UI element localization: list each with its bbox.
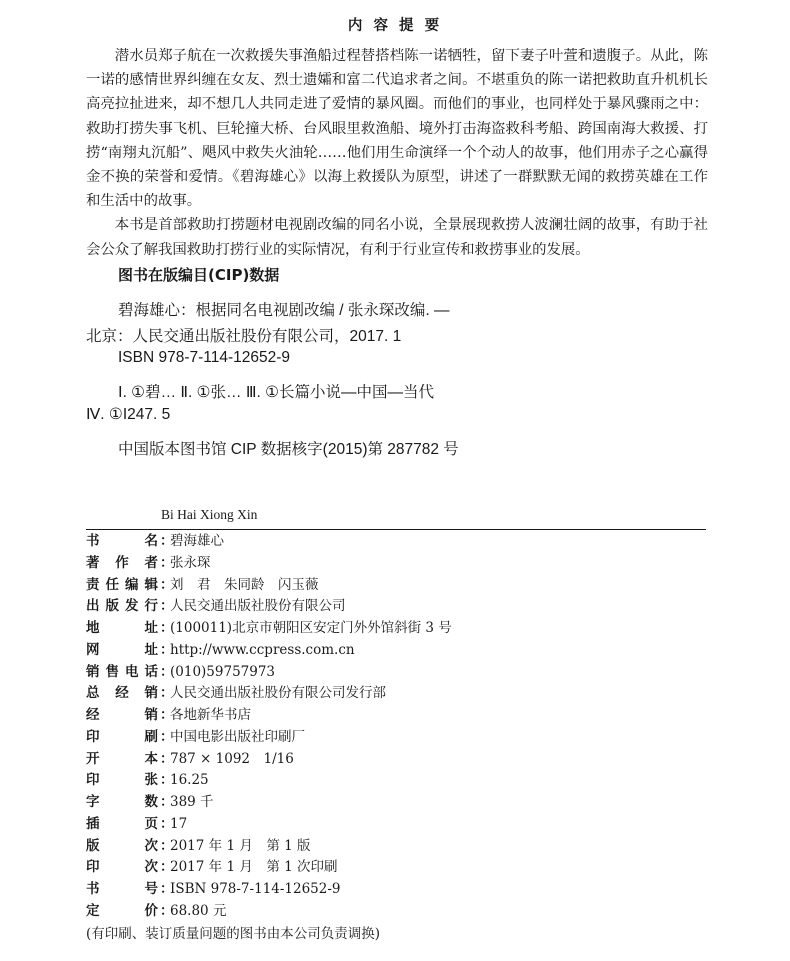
- colophon-value: 2017 年 1 月 第 1 次印刷: [170, 859, 338, 876]
- colophon-row: [86, 531, 452, 553]
- colophon-colon: ：: [160, 598, 174, 615]
- cip-line: ISBN 978-7-114-12652-9: [118, 349, 291, 366]
- colophon-value: 2017 年 1 月 第 1 版: [170, 837, 311, 854]
- colophon-row: [86, 836, 452, 858]
- colophon-value: ISBN 978-7-114-12652-9: [170, 881, 341, 897]
- colophon-colon: ：: [160, 859, 174, 876]
- colophon-colon: ：: [160, 620, 174, 636]
- colophon-value[interactable]: http://www.ccpress.com.cn: [170, 641, 355, 658]
- colophon-value: 人民交通出版社股份有限公司发行部: [170, 685, 386, 702]
- colophon-row: [86, 618, 452, 640]
- colophon-value: (010)59757973: [170, 663, 276, 680]
- colophon-value: 中国电影出版社印刷厂: [170, 728, 305, 745]
- colophon-colon: ：: [160, 837, 174, 854]
- cip-line: Ⅳ. ①I247. 5: [86, 406, 171, 423]
- colophon-divider: [86, 529, 706, 530]
- colophon-label: 书号: [86, 881, 158, 897]
- colophon-row: [86, 749, 452, 771]
- colophon-value: 68.80 元: [170, 902, 227, 919]
- colophon-colon: ：: [160, 794, 174, 810]
- colophon-colon: ：: [160, 641, 174, 658]
- colophon-label: 插页: [86, 815, 158, 832]
- summary-section: [86, 44, 708, 262]
- cip-heading: 图书在版编目(CIP)数据: [118, 266, 280, 284]
- colophon-label: 印次: [86, 859, 158, 876]
- colophon-value: 17: [170, 815, 188, 832]
- colophon-colon: ：: [160, 554, 174, 571]
- page-title: 内 容 提 要: [347, 18, 443, 34]
- colophon-label: 书名: [86, 533, 158, 549]
- colophon-colon: ：: [160, 576, 174, 593]
- colophon-row: [86, 857, 452, 879]
- colophon-colon: ：: [160, 707, 174, 723]
- cip-line: 中国版本图书馆 CIP 数据核字(2015)第 287782 号: [118, 441, 459, 458]
- colophon-row: [86, 662, 452, 684]
- colophon-label: 网址: [86, 641, 158, 658]
- colophon-row: [86, 814, 452, 836]
- colophon-value: 各地新华书店: [170, 707, 251, 723]
- quality-notice: (有印刷、装订质量问题的图书由本公司负责调换): [86, 926, 381, 942]
- colophon-label: 总经销: [86, 685, 158, 702]
- colophon-label: 地址: [86, 620, 158, 636]
- colophon-row: [86, 640, 452, 662]
- colophon-colon: ：: [160, 772, 174, 789]
- colophon-colon: ：: [160, 881, 174, 897]
- colophon-value: (100011)北京市朝阳区安定门外外馆斜街 3 号: [170, 620, 452, 636]
- colophon-row: [86, 596, 452, 618]
- pinyin-title: Bi Hai Xiong Xin: [161, 507, 258, 522]
- colophon-label: 定价: [86, 902, 158, 919]
- colophon-row: [86, 553, 452, 575]
- cip-line: 碧海雄心：根据同名电视剧改编 / 张永琛改编. —: [118, 302, 450, 319]
- colophon: [86, 531, 452, 923]
- summary-paragraph: 潜水员郑子航在一次救援失事渔船过程替搭档陈一诺牺牲，留下妻子叶萱和遗腹子。从此，陈一诺的感情世界纠缠在女友、烈士遗孀和富二代追求者之间。不堪重负的陈一诺把救助直升机机长高亮拉扯进来，却不想几人共同走进了爱情的暴风圈。而他们的事业，也同样处于暴风骤雨之中：救助打捞失事飞机、巨轮撞大桥、台风眼里救渔船、境外打击海盗救科考船、跨国南海大救援、打捞“南翔丸沉船”、飓风中救失火油轮……他们用生命演绎一个个动人的故事，他们用赤子之心赢得金不换的荣誉和爱情。《碧海雄心》以海上救援队为原型，讲述了一群默默无闻的救捞英雄在工作和生活中的故事。: [86, 48, 708, 210]
- colophon-label: 销售电话: [86, 663, 158, 680]
- colophon-label: 印张: [86, 772, 158, 789]
- colophon-label: 版次: [86, 837, 158, 854]
- colophon-row: [86, 792, 452, 814]
- colophon-colon: ：: [160, 685, 174, 702]
- colophon-row: [86, 879, 452, 901]
- cip-line: Ⅰ. ①碧… Ⅱ. ①张… Ⅲ. ①长篇小说—中国—当代: [118, 384, 435, 401]
- colophon-row: [86, 705, 452, 727]
- colophon-value: 人民交通出版社股份有限公司: [170, 598, 346, 615]
- colophon-colon: ：: [160, 663, 174, 680]
- colophon-row: [86, 901, 452, 923]
- colophon-value: 刘 君 朱同龄 闪玉薇: [170, 576, 319, 593]
- colophon-row: [86, 727, 452, 749]
- colophon-label: 著作者: [86, 554, 158, 571]
- colophon-value: 389 千: [170, 794, 214, 810]
- colophon-colon: ：: [160, 815, 174, 832]
- colophon-colon: ：: [160, 750, 174, 767]
- cip-line: 北京：人民交通出版社股份有限公司，2017. 1: [86, 328, 402, 345]
- colophon-label: 字数: [86, 794, 158, 810]
- colophon-value: 张永琛: [170, 554, 211, 571]
- colophon-label: 开本: [86, 750, 158, 767]
- colophon-value: 787 × 1092 1/16: [170, 750, 294, 767]
- summary-paragraph: 本书是首部救助打捞题材电视剧改编的同名小说，全景展现救捞人波澜壮阔的故事，有助于社会公众了解我国救助打捞行业的实际情况，有利于行业宣传和救捞事业的发展。: [86, 217, 708, 258]
- colophon-colon: ：: [160, 902, 174, 919]
- colophon-row: [86, 575, 452, 597]
- colophon-value: 碧海雄心: [170, 533, 224, 549]
- colophon-row: [86, 683, 452, 705]
- colophon-value: 16.25: [170, 772, 209, 789]
- colophon-colon: ：: [160, 728, 174, 745]
- colophon-row: [86, 770, 452, 792]
- colophon-label: 经销: [86, 707, 158, 723]
- colophon-label: 印刷: [86, 728, 158, 745]
- colophon-label: 出版发行: [86, 598, 158, 615]
- colophon-colon: ：: [160, 533, 174, 549]
- colophon-label: 责任编辑: [86, 576, 158, 593]
